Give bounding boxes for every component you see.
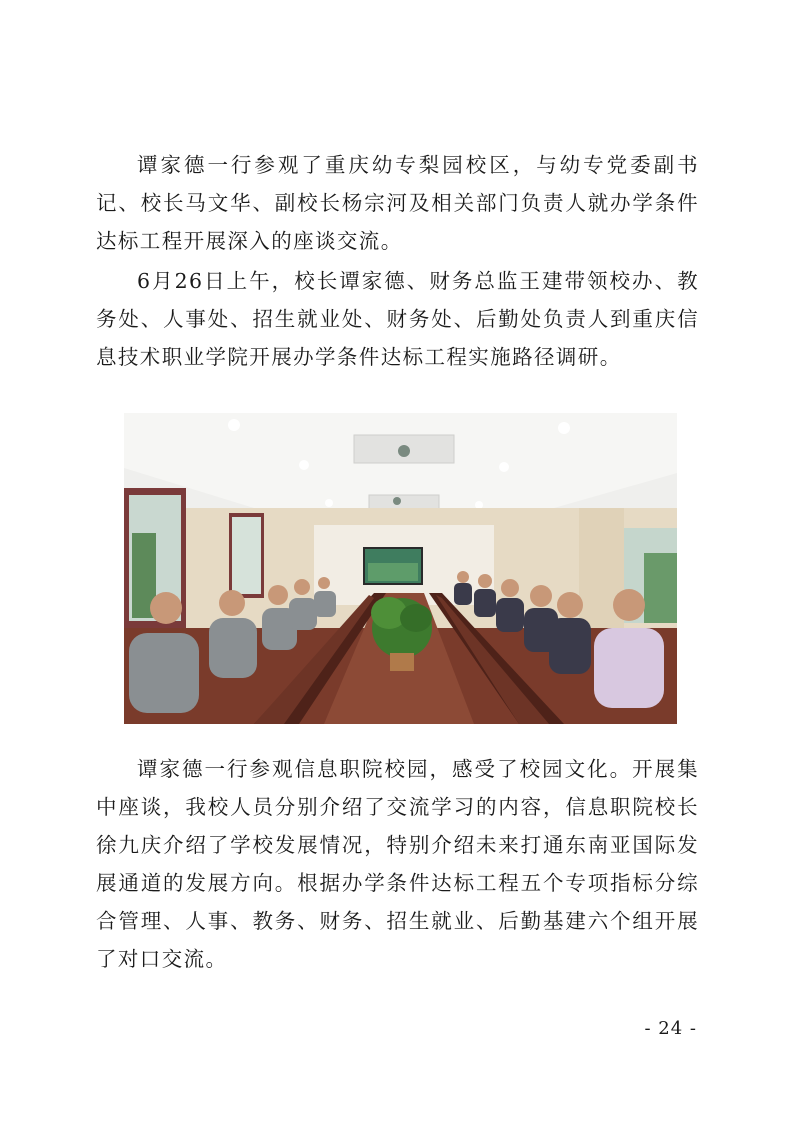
page-number: - 24 - bbox=[644, 1018, 697, 1039]
paragraph-june-26-research: 6月26日上午，校长谭家德、财务总监王建带领校办、教务处、人事处、招生就业处、财务处、后勤处负责人到重庆信息技术职业学院开展办学条件达标工程实施路径调研。 bbox=[96, 269, 699, 369]
meeting-photo bbox=[124, 413, 677, 724]
conference-room-illustration bbox=[124, 413, 677, 724]
paragraph-liyuan-visit: 谭家德一行参观了重庆幼专梨园校区，与幼专党委副书记、校长马文华、副校长杨宗河及相关部门负责人就办学条件达标工程开展深入的座谈交流。 bbox=[96, 153, 699, 253]
paragraph-campus-visit-exchange: 谭家德一行参观信息职院校园，感受了校园文化。开展集中座谈，我校人员分别介绍了交流学习的内容，信息职院校长徐九庆介绍了学校发展情况，特别介绍未来打通东南亚国际发展通道的发展方向。根据办学条件达标工程五个专项指标分综合管理、人事、教务、财务、招生就业、后勤基建六个组开展了对口交流。 bbox=[96, 757, 699, 971]
